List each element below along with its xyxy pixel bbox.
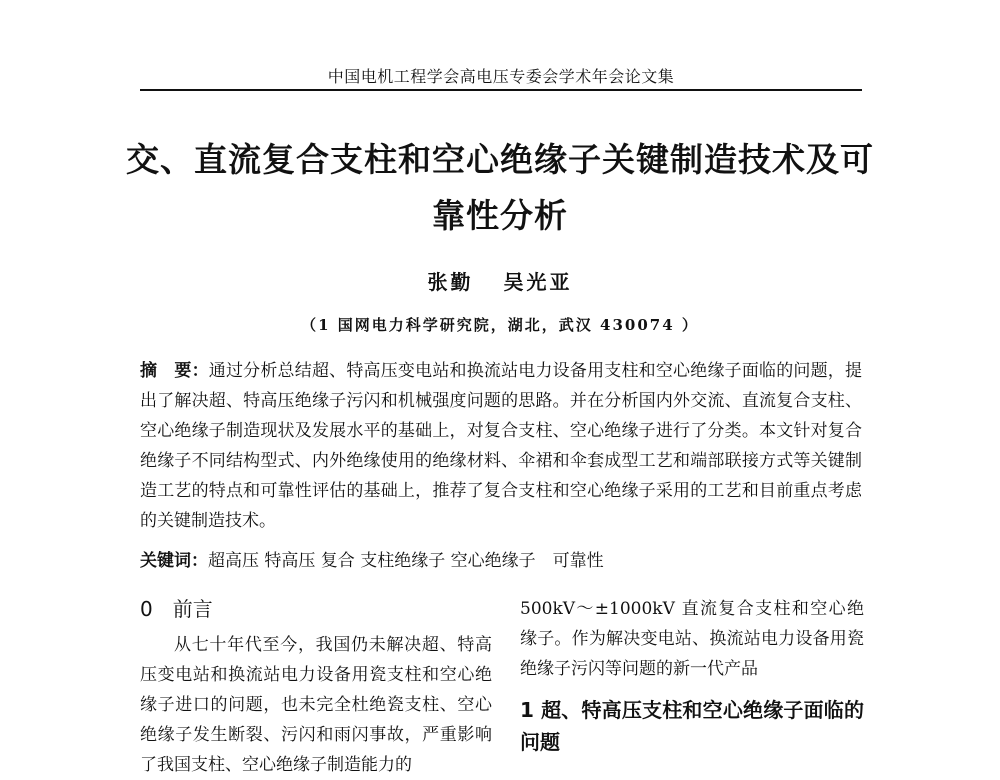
keywords-text: 超高压 特高压 复合 支柱绝缘子 空心绝缘子 可靠性 (208, 551, 604, 571)
keywords (140, 548, 862, 574)
author-name: 吴光亚 (503, 270, 573, 294)
paper-title: 交、直流复合支柱和空心绝缘子关键制造技术及可靠性分析 (126, 140, 874, 235)
abstract-label: 摘 要： (140, 361, 209, 381)
authors (0, 266, 1000, 295)
preface-paragraph: 从七十年代至今，我国仍未解决超、特高压变电站和换流站电力设备用瓷支柱和空心绝缘子进口的问题，也未完全杜绝瓷支柱、空心绝缘子发生断裂、污闪和雨闪事故，严重影响了我国支柱、空心绝缘子制造能力的 (140, 635, 492, 775)
right-column (520, 594, 864, 758)
author-name: 张勤 (427, 270, 474, 294)
header-rule (140, 89, 862, 91)
keywords-label: 关键词： (140, 551, 208, 571)
affiliation: （1 国网电力科学研究院，湖北，武汉 430074 ） (301, 316, 699, 334)
section-heading-1: 1 超、特高压支柱和空心绝缘子面临的问题 (520, 698, 864, 754)
right-column-paragraph: 500kV～±1000kV 直流复合支柱和空心绝缘子。作为解决变电站、换流站电力设备用瓷绝缘子污闪等问题的新一代产品 (520, 599, 864, 679)
left-column (140, 594, 492, 780)
abstract (140, 356, 862, 536)
running-header: 中国电机工程学会高电压专委会学术年会论文集 (327, 67, 675, 86)
abstract-text: 通过分析总结超、特高压变电站和换流站电力设备用支柱和空心绝缘子面临的问题，提出了解决超、特高压绝缘子污闪和机械强度问题的思路。并在分析国内外交流、直流复合支柱、空心绝缘子制造现状及发展水平的基础上，对复合支柱、空心绝缘子进行了分类。本文针对复合绝缘子不同结构型式、内外绝缘使用的绝缘材料、伞裙和伞套成型工艺和端部联接方式等关键制造工艺的特点和可靠性评估的基础上，推荐了复合支柱和空心绝缘子采用的工艺和目前重点考虑的关键制造技术。 (140, 361, 862, 531)
section-heading-preface: 0 前言 (140, 597, 213, 621)
